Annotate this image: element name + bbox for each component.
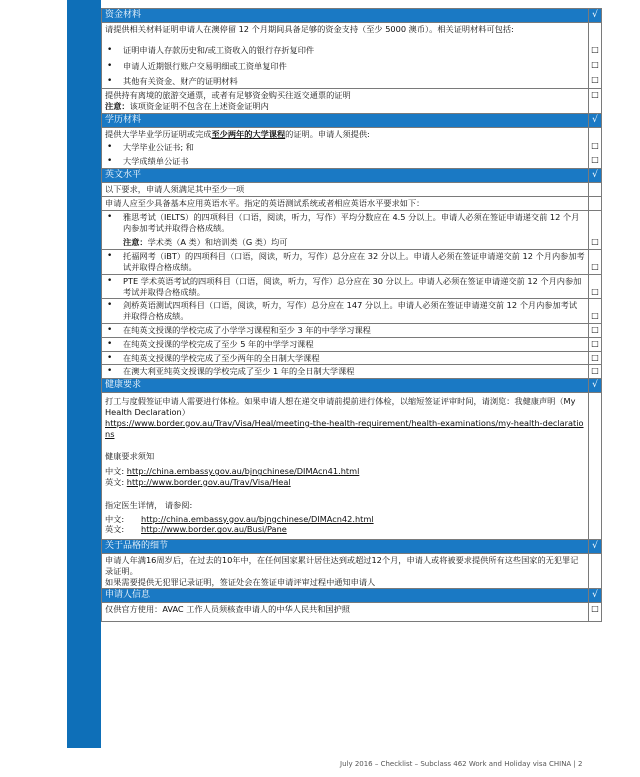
section-header-english	[102, 169, 602, 183]
checkmark-icon: √	[589, 379, 602, 393]
education-body	[102, 127, 602, 168]
note-label: 注意：	[105, 100, 130, 111]
section-title: 资金材料	[102, 9, 589, 23]
english-school-row: • 在纯英文授课的学校完成了至少 5 年的中学学习课程 □	[102, 337, 602, 351]
checkmark-icon: √	[589, 169, 602, 183]
education-intro: 提供大学毕业学历证明或完成至少两年的大学课程的证明。申请人须提供:	[105, 128, 370, 139]
checkbox-icon[interactable]: □	[589, 250, 602, 275]
checkbox-icon[interactable]: □	[589, 299, 602, 324]
checkbox-icon[interactable]: □	[589, 323, 602, 337]
section-title: 健康要求	[102, 379, 589, 393]
health-declaration-link[interactable]: https://www.border.gov.au/Trav/Visa/Heal/meeting-the-health-requirement/health-examinations/my-health-declarations	[105, 417, 584, 439]
cn-label: 中文:	[105, 513, 125, 524]
left-accent-bar	[67, 0, 101, 748]
section-header-funds	[102, 9, 602, 23]
english-sub: 申请人应至少具备基本应用英语水平。指定的英语测试系统或者相应英语水平要求如下：	[102, 196, 589, 210]
funds-travel: 提供持有离境的旅游交通票，或者有足够资金购买往返交通票的证明	[105, 90, 351, 101]
health-notice-cn-link[interactable]: http://china.embassy.gov.au/bjngchinese/DIMAcn41.html	[126, 466, 360, 477]
list-item: 在澳大利亚纯英文授课的学校完成了至少 1 年的全日制大学课程	[123, 366, 355, 377]
health-body	[102, 393, 602, 540]
list-item: 在纯英文授课的学校完成了小学学习课程和至少 3 年的中学学习课程	[123, 324, 371, 335]
note-label: 注意：	[123, 237, 148, 248]
checkbox-icon[interactable]: □	[589, 337, 602, 351]
english-pte: PTE 学术英语考试的四项科目（口语，阅读，听力，写作）总分应在 30 分以上。申请人必须在签证申请递交前 12 个月内参加考试并取得合格成绩。	[123, 275, 582, 297]
health-notice-en-link[interactable]: http://www.border.gov.au/Trav/Visa/Heal	[126, 476, 291, 487]
english-school-row: • 在澳大利亚纯英文授课的学校完成了至少 1 年的全日制大学课程 □	[102, 365, 602, 379]
character-p2: 如果需要提供无犯罪记录证明，签证处会在签证申请评审过程中通知申请人	[105, 576, 376, 587]
english-pte-row: • PTE 学术英语考试的四项科目（口语，阅读，听力，写作）总分应在 30 分以上。申请人必须在签证申请递交前 12 个月内参加考试并取得合格成绩。 □	[102, 274, 602, 299]
list-item: • 大学成绩单公证书	[105, 156, 585, 167]
education-list	[105, 142, 585, 168]
list-item: • 大学毕业公证书; 和	[105, 142, 585, 153]
english-ielts: 雅思考试（IELTS）的四项科目（口语，阅读，听力，写作）平均分数应在 4.5 分以上。申请人必须在签证申请递交前 12 个月内参加考试并取得合格成绩。	[123, 211, 580, 233]
list-item: 在纯英文授课的学校完成了至少两年的全日制大学课程	[123, 352, 320, 363]
cn-label: 中文:	[105, 466, 125, 477]
funds-body	[102, 23, 602, 89]
funds-list	[105, 45, 585, 87]
funds-travel-row	[102, 89, 602, 114]
checkbox-icon[interactable]: □	[589, 274, 602, 299]
checkbox-icon[interactable]: □	[591, 90, 599, 100]
english-ielts-row: • 雅思考试（IELTS）的四项科目（口语，阅读，听力，写作）平均分数应在 4.5 分以上。申请人必须在签证申请递交前 12 个月内参加考试并取得合格成绩。 注意：学术类（A 类）和培训类（G 类）均可 □	[102, 210, 602, 249]
page-footer: July 2016 – Checklist – Subclass 462 Work and Holiday visa CHINA | 2	[340, 760, 583, 768]
en-label: 英文:	[105, 476, 125, 487]
checkmark-icon: √	[589, 113, 602, 127]
character-body	[102, 554, 602, 589]
english-toefl-row: • 托福网考（iBT）的四项科目（口语，阅读，听力，写作）总分应在 32 分以上。申请人必须在签证申请递交前 12 个月内参加考试并取得合格成绩。 □	[102, 250, 602, 275]
section-title: 关于品格的细节	[102, 540, 589, 554]
checkbox-icon[interactable]: □	[589, 351, 602, 365]
applicant-text: 仅供官方使用：AVAC 工作人员须核查申请人的中华人民共和国护照	[102, 603, 589, 622]
doctor-cn-link[interactable]: http://china.embassy.gov.au/bjngchinese/DIMAcn42.html	[141, 513, 374, 524]
funds-intro: 请提供相关材料证明申请人在澳停留 12 个月期间具备足够的资金支持（至少 5000 澳币）。相关证明材料可包括:	[105, 24, 514, 34]
en-label: 英文:	[105, 524, 125, 535]
checkbox-icon[interactable]: □	[591, 75, 599, 85]
section-header-health	[102, 379, 602, 393]
character-p1: 申请人年满16周岁后，在过去的10年中，在任何国家累计居住达到或超过12个月，申请人或将被要求提供所有这些国家的无犯罪记录证明。	[105, 555, 579, 576]
checkbox-icon[interactable]: □	[591, 155, 599, 165]
list-item: • 证明申请人存款历史和/或工资收入的银行存折复印件	[105, 45, 585, 56]
checkbox-icon[interactable]: □	[591, 60, 599, 70]
english-lead: 以下要求，申请人须满足其中至少一项	[102, 183, 589, 197]
checkbox-icon[interactable]: □	[591, 45, 599, 55]
section-header-applicant	[102, 589, 602, 603]
doctor-title: 指定医生详情， 请参阅:	[105, 499, 193, 510]
checkbox-icon[interactable]: □	[589, 210, 602, 249]
english-toefl: 托福网考（iBT）的四项科目（口语，阅读，听力，写作）总分应在 32 分以上。申请人必须在签证申请递交前 12 个月内参加考试并取得合格成绩。	[123, 251, 585, 272]
english-cambridge-row: • 剑桥英语测试四项科目（口语，阅读，听力，写作）总分应在 147 分以上。申请人必须在签证申请递交前 12 个月内参加考试并取得合格成绩。 □	[102, 299, 602, 324]
section-header-education	[102, 113, 602, 127]
english-school-row: • 在纯英文授课的学校完成了至少两年的全日制大学课程 □	[102, 351, 602, 365]
applicant-body	[102, 603, 602, 622]
list-item: • 申请人近期银行账户交易明细或工资单复印件	[105, 61, 585, 72]
health-intro: 打工与度假签证申请人需要进行体检。如果申请人想在递交申请前提前进行体检，以缩短签证评审时间，请浏览：我健康声明（My Health Declaration）	[105, 396, 576, 417]
checklist-table	[101, 8, 602, 622]
health-notice-title: 健康要求须知	[105, 451, 155, 462]
section-header-character	[102, 540, 602, 554]
checkbox-icon[interactable]: □	[591, 141, 599, 151]
english-cambridge: 剑桥英语测试四项科目（口语，阅读，听力，写作）总分应在 147 分以上。申请人必须在签证申请递交前 12 个月内参加考试并取得合格成绩。	[123, 300, 578, 322]
checkmark-icon: √	[589, 540, 602, 554]
section-title: 申请人信息	[102, 589, 589, 603]
list-item: • 其他有关资金、财产的证明材料	[105, 76, 585, 87]
doctor-en-link[interactable]: http://www.border.gov.au/Busi/Pane	[141, 524, 287, 535]
section-title: 英文水平	[102, 169, 589, 183]
english-school-row: • 在纯英文授课的学校完成了小学学习课程和至少 3 年的中学学习课程 □	[102, 323, 602, 337]
checkbox-icon[interactable]: □	[589, 603, 602, 622]
list-item: 在纯英文授课的学校完成了至少 5 年的中学学习课程	[123, 338, 314, 349]
funds-note: 该项资金证明不包含在上述资金证明内	[129, 100, 269, 111]
english-ielts-note: 学术类（A 类）和培训类（G 类）均可	[147, 237, 288, 248]
section-title: 学历材料	[102, 113, 589, 127]
checkbox-icon[interactable]: □	[589, 365, 602, 379]
checkmark-icon: √	[589, 589, 602, 603]
checkmark-icon: √	[589, 9, 602, 23]
